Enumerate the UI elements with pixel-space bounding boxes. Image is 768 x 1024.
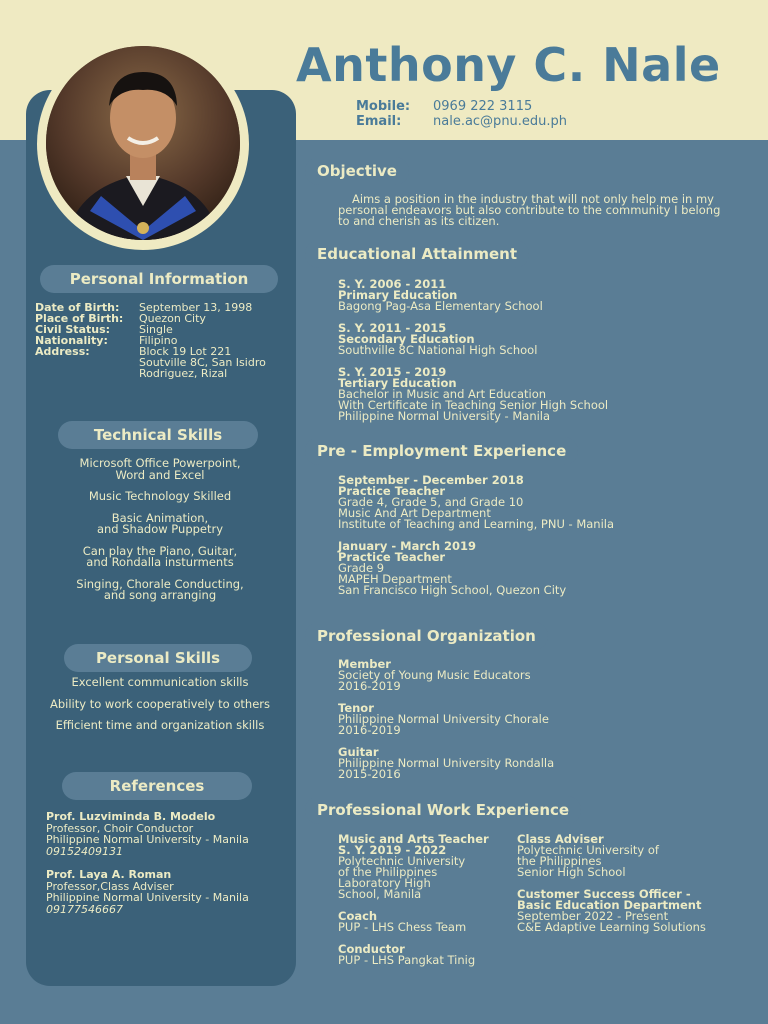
work-item <box>338 944 513 966</box>
work-line: School, Manila <box>338 887 422 901</box>
education-item <box>338 323 738 356</box>
pre-employment-line: Institute of Teaching and Learning, PNU - Manila <box>338 517 615 531</box>
nationality-value: Filipino <box>139 334 178 347</box>
technical-skill-item <box>40 543 280 569</box>
personal-info-heading: Personal Information <box>40 265 278 293</box>
work-line: the Philippines <box>517 854 602 868</box>
education-heading: Educational Attainment <box>305 240 529 268</box>
objective-heading: Objective <box>305 157 409 185</box>
skill-line: and Shadow Puppetry <box>96 522 224 536</box>
pre-employment-role: Practice Teacher <box>338 550 446 564</box>
pre-employment-list <box>338 475 738 607</box>
email-label: Email: <box>356 114 402 129</box>
education-line: With Certificate in Teaching Senior High School <box>338 398 609 412</box>
personal-skills-list <box>40 677 280 742</box>
work-role: Customer Success Officer - <box>517 887 691 901</box>
pre-employment-line: Music And Art Department <box>338 506 491 520</box>
work-line: Polytechnic University <box>338 854 466 868</box>
pre-employment-role: Practice Teacher <box>338 484 446 498</box>
personal-skill-item: Excellent communication skills <box>71 675 249 689</box>
organization-line: 2015-2016 <box>338 767 401 781</box>
organization-role: Guitar <box>338 745 379 759</box>
references-heading: References <box>62 772 252 800</box>
work-list-right <box>517 834 757 944</box>
work-list-left <box>338 834 513 977</box>
work-line: PUP - LHS Pangkat Tinig <box>338 953 476 967</box>
pre-employment-item <box>338 475 738 530</box>
address-line: Rodriguez, Rizal <box>139 367 228 380</box>
work-item <box>517 889 757 933</box>
pre-employment-date: September - December 2018 <box>338 473 524 487</box>
reference-item <box>46 811 286 857</box>
work-line: of the Philippines <box>338 865 438 879</box>
reference-item <box>46 869 286 915</box>
civil-label: Civil Status: <box>35 323 111 336</box>
work-role: Conductor <box>338 942 405 956</box>
pob-label: Place of Birth: <box>35 312 124 325</box>
mobile-value: 0969 222 3115 <box>433 99 533 114</box>
work-role: Music and Arts Teacher <box>338 832 489 846</box>
work-year: S. Y. 2019 - 2022 <box>338 843 447 857</box>
organization-item <box>338 659 738 692</box>
organization-line: 2016-2019 <box>338 723 401 737</box>
dob-value: September 13, 1998 <box>139 301 253 314</box>
email-value: nale.ac@pnu.edu.ph <box>433 114 568 129</box>
technical-skill-item <box>40 576 280 602</box>
education-item <box>338 367 738 422</box>
objective-text: Aims a position in the industry that will not only help me in my personal endeavors but also contribute to the community I belong to and cherish as its citizen. <box>338 192 721 228</box>
reference-org: Philippine Normal University - Manila <box>46 833 249 846</box>
education-item <box>338 279 738 312</box>
profile-photo <box>46 46 240 240</box>
organization-item <box>338 747 738 780</box>
work-line: Laboratory High <box>338 876 431 890</box>
reference-phone: 09152409131 <box>46 844 123 858</box>
work-role: Coach <box>338 909 378 923</box>
personal-skills-heading: Personal Skills <box>64 644 252 672</box>
organization-list <box>338 659 738 791</box>
reference-phone: 09177546667 <box>46 902 123 916</box>
name-title: Anthony C. Nale <box>296 38 721 92</box>
education-level: Secondary Education <box>338 332 475 346</box>
work-item <box>338 834 513 900</box>
nationality-label: Nationality: <box>35 334 108 347</box>
skill-line: Microsoft Office Powerpoint, <box>79 456 241 470</box>
education-year: S. Y. 2015 - 2019 <box>338 365 447 379</box>
organization-line: Philippine Normal University Chorale <box>338 712 549 726</box>
technical-skill-item <box>40 510 280 536</box>
pre-employment-line: Grade 4, Grade 5, and Grade 10 <box>338 495 524 509</box>
reference-role: Professor, Choir Conductor <box>46 821 194 835</box>
personal-skill-item: Ability to work cooperatively to others <box>49 696 271 711</box>
work-role: Class Adviser <box>517 832 604 846</box>
contact-block <box>356 99 567 129</box>
civil-value: Single <box>139 323 173 336</box>
work-line: C&E Adaptive Learning Solutions <box>517 920 706 934</box>
pre-employment-line: Grade 9 <box>338 561 385 575</box>
organization-line: Philippine Normal University Rondalla <box>338 756 555 770</box>
education-line: Southville 8C National High School <box>338 343 538 357</box>
organization-item <box>338 703 738 736</box>
work-line: Polytechnic University of <box>517 843 659 857</box>
education-year: S. Y. 2011 - 2015 <box>338 321 447 335</box>
education-year: S. Y. 2006 - 2011 <box>338 277 447 291</box>
dob-label: Date of Birth: <box>35 301 120 314</box>
pre-employment-date: January - March 2019 <box>338 539 477 553</box>
technical-skill-item <box>40 491 280 503</box>
organization-line: 2016-2019 <box>338 679 401 693</box>
address-label: Address: <box>35 345 90 358</box>
education-list <box>338 279 738 433</box>
skill-line: Word and Excel <box>115 467 205 482</box>
pob-value: Quezon City <box>139 312 206 325</box>
education-line: Bagong Pag-Asa Elementary School <box>338 299 543 313</box>
skill-line: Music Technology Skilled <box>88 489 232 503</box>
pre-employment-line: MAPEH Department <box>338 572 452 586</box>
education-level: Tertiary Education <box>338 376 457 390</box>
mobile-label: Mobile: <box>356 99 411 114</box>
work-line: Senior High School <box>517 865 626 879</box>
pre-employment-heading: Pre - Employment Experience <box>305 437 578 465</box>
reference-role: Professor,Class Adviser <box>46 879 174 893</box>
education-level: Primary Education <box>338 288 458 302</box>
skill-line: and Rondalla insturments <box>86 555 234 569</box>
reference-name: Prof. Laya A. Roman <box>46 868 172 881</box>
education-line: Philippine Normal University - Manila <box>338 409 551 423</box>
skill-line: Singing, Chorale Conducting, <box>76 576 244 591</box>
organization-heading: Professional Organization <box>305 622 548 650</box>
pre-employment-item <box>338 541 738 596</box>
work-line: PUP - LHS Chess Team <box>338 920 467 934</box>
work-year: Basic Education Department <box>517 898 702 912</box>
work-line: September 2022 - Present <box>517 909 669 923</box>
personal-info-block <box>35 302 285 379</box>
technical-skills-list <box>40 458 280 612</box>
education-line: Bachelor in Music and Art Education <box>338 387 547 401</box>
address-line: Block 19 Lot 221 <box>139 345 232 358</box>
reference-org: Philippine Normal University - Manila <box>46 891 249 904</box>
skill-line: Can play the Piano, Guitar, <box>82 543 238 558</box>
work-item <box>338 911 513 933</box>
work-item <box>517 834 757 878</box>
work-heading: Professional Work Experience <box>305 796 581 824</box>
technical-skill-item <box>40 458 280 481</box>
skill-line: and song arranging <box>103 588 217 602</box>
references-list <box>46 811 286 927</box>
address-line: Soutville 8C, San Isidro <box>139 356 266 369</box>
personal-skill-item: Efficient time and organization skills <box>55 718 265 732</box>
skill-line: Basic Animation, <box>111 510 209 525</box>
organization-role: Member <box>338 657 391 671</box>
reference-name: Prof. Luzviminda B. Modelo <box>46 810 216 823</box>
technical-skills-heading: Technical Skills <box>58 421 258 449</box>
organization-line: Society of Young Music Educators <box>338 668 531 682</box>
pre-employment-line: San Francisco High School, Quezon City <box>338 583 567 597</box>
organization-role: Tenor <box>338 701 374 715</box>
